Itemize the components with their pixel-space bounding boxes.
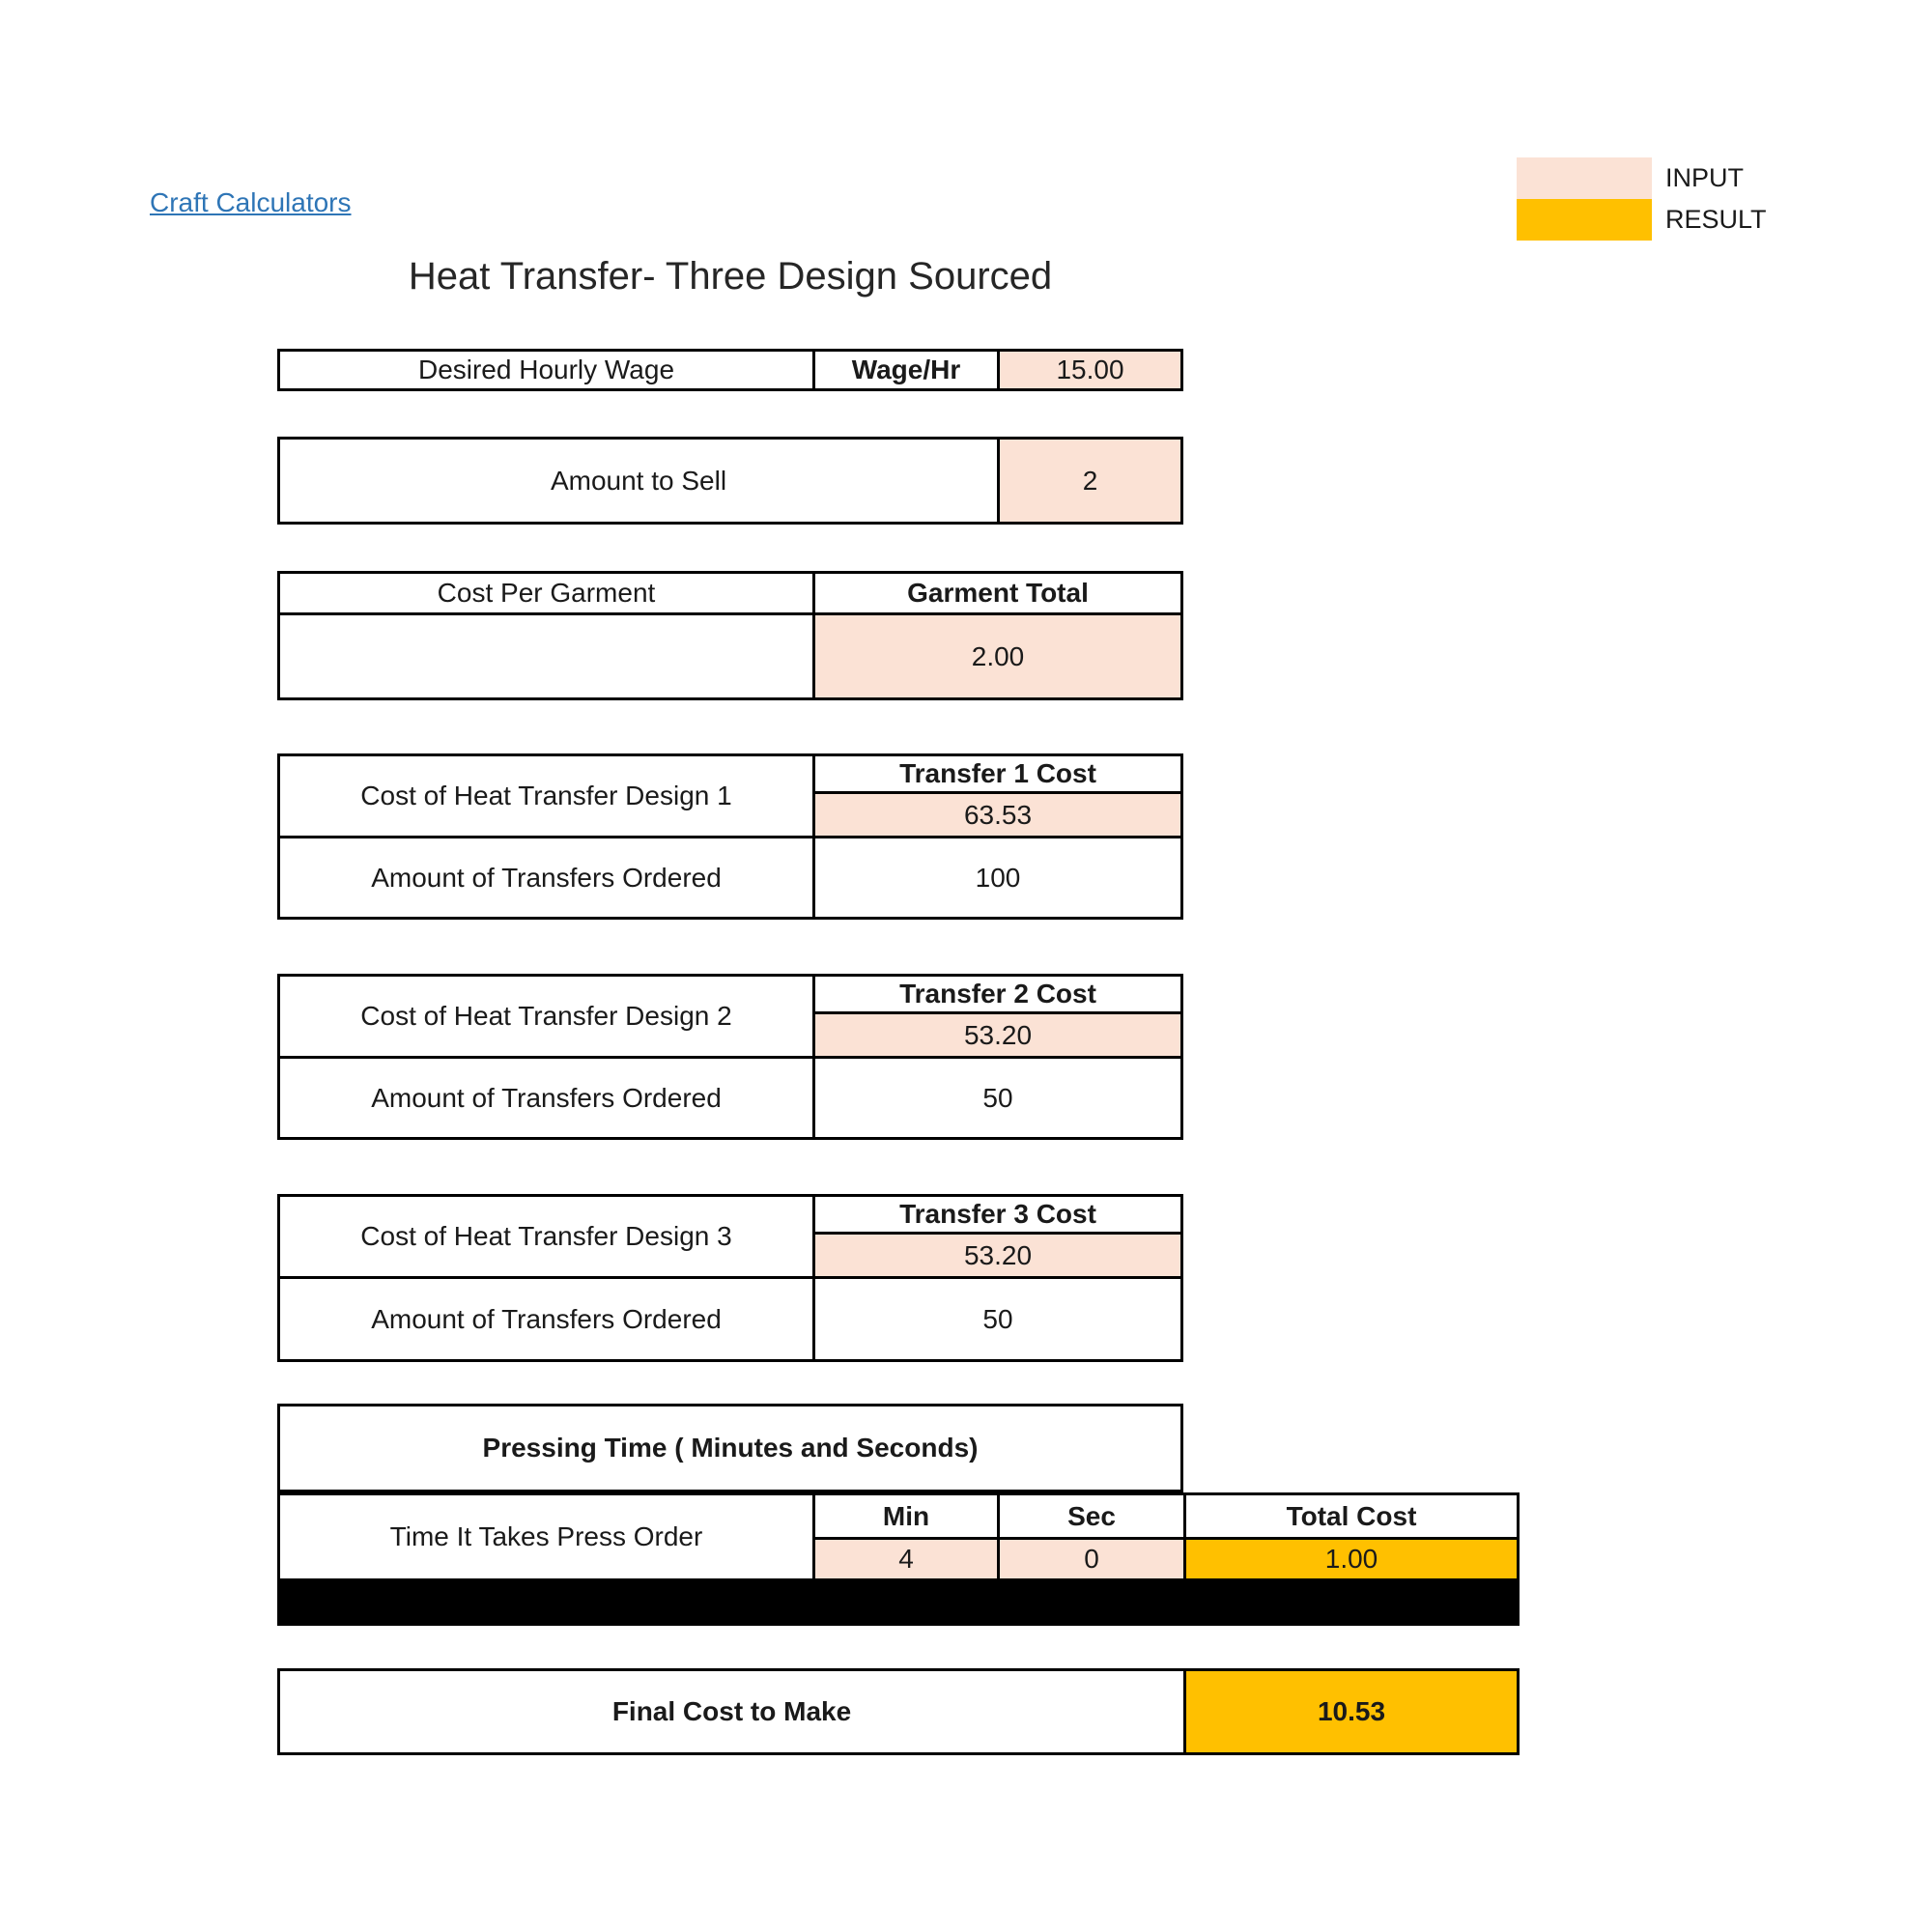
design2-label: Cost of Heat Transfer Design 2 [360, 1001, 732, 1031]
pressing-rows-table [277, 1492, 1520, 1581]
wage-table [277, 349, 1183, 391]
result-color-swatch [1517, 199, 1652, 241]
pressing-header-box [277, 1404, 1183, 1492]
legend-result-label: RESULT [1665, 205, 1767, 234]
design1-ordered-label: Amount of Transfers Ordered [280, 836, 812, 917]
design1-cost-input-cell[interactable]: 63.53 [812, 791, 1180, 836]
final-cost-result-cell: 10.53 [1183, 1671, 1517, 1752]
amount-to-sell-table [277, 437, 1183, 525]
wage-label: Desired Hourly Wage [417, 355, 675, 384]
legend-input-row [1517, 157, 1767, 199]
design2-ordered-cell[interactable]: 50 [812, 1056, 1180, 1137]
pressing-total-cost-result-cell: 1.00 [1183, 1537, 1517, 1578]
divider-bar [277, 1581, 1520, 1626]
design3-cost-header: Transfer 3 Cost [812, 1197, 1180, 1232]
design3-table [277, 1194, 1183, 1362]
legend-input-label: INPUT [1665, 163, 1744, 192]
garment-total-input-cell[interactable]: 2.00 [812, 612, 1180, 697]
pressing-header: Pressing Time ( Minutes and Seconds) [482, 1433, 979, 1463]
garment-empty-cell [280, 612, 812, 697]
craft-calculators-link[interactable]: Craft Calculators [150, 187, 352, 217]
garment-label: Cost Per Garment [437, 578, 656, 608]
input-color-swatch [1517, 157, 1652, 199]
pressing-sec-input-cell[interactable]: 0 [997, 1537, 1183, 1578]
wage-input-cell[interactable]: 15.00 [997, 352, 1180, 388]
design2-cost-header: Transfer 2 Cost [812, 977, 1180, 1011]
pressing-min-header: Min [812, 1495, 997, 1537]
design2-cost-input-cell[interactable]: 53.20 [812, 1011, 1180, 1056]
design2-ordered-label: Amount of Transfers Ordered [280, 1056, 812, 1137]
pressing-min-input-cell[interactable]: 4 [812, 1537, 997, 1578]
legend-result-row [1517, 199, 1767, 241]
final-cost-table [277, 1668, 1520, 1755]
amount-to-sell-label: Amount to Sell [550, 465, 727, 496]
final-cost-label: Final Cost to Make [611, 1696, 852, 1726]
design3-ordered-cell[interactable]: 50 [812, 1276, 1180, 1359]
design3-label: Cost of Heat Transfer Design 3 [360, 1221, 732, 1251]
pressing-sec-header: Sec [997, 1495, 1183, 1537]
page-title: Heat Transfer- Three Design Sourced [408, 255, 1053, 298]
legend [1517, 157, 1767, 241]
pressing-row-label: Time It Takes Press Order [389, 1521, 703, 1551]
garment-total-header: Garment Total [812, 574, 1180, 612]
amount-to-sell-input-cell[interactable]: 2 [997, 440, 1180, 522]
design3-ordered-label: Amount of Transfers Ordered [280, 1276, 812, 1359]
wage-field-label: Wage/Hr [812, 352, 997, 388]
design1-ordered-cell[interactable]: 100 [812, 836, 1180, 917]
pressing-total-cost-header: Total Cost [1183, 1495, 1517, 1537]
design3-cost-input-cell[interactable]: 53.20 [812, 1232, 1180, 1276]
design1-label: Cost of Heat Transfer Design 1 [360, 781, 732, 810]
garment-table [277, 571, 1183, 700]
design1-table [277, 753, 1183, 920]
design1-cost-header: Transfer 1 Cost [812, 756, 1180, 791]
design2-table [277, 974, 1183, 1140]
